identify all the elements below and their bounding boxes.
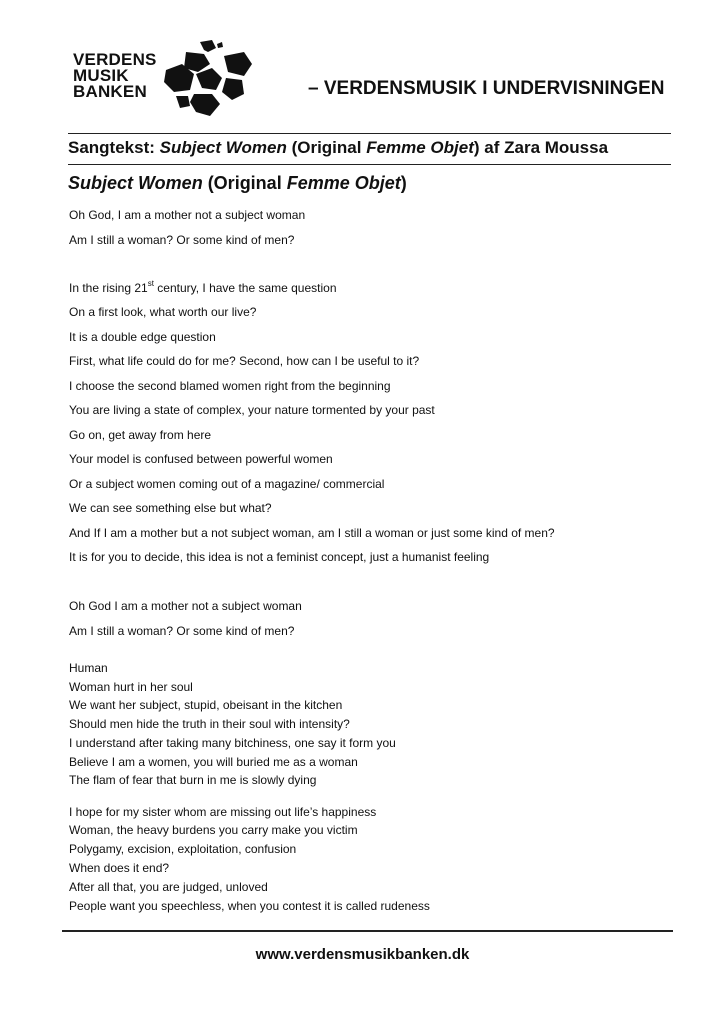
logo-wordmark <box>73 52 173 100</box>
lyric-line: Or a subject women coming out of a magazine/ commercial <box>69 477 385 491</box>
heading-divider <box>68 164 671 165</box>
song-title-close: ) <box>400 173 407 193</box>
song-title-original: Femme Objet <box>286 173 401 193</box>
logo-line-3: BANKEN <box>73 82 147 101</box>
header-title: – VERDENSMUSIK I UNDERVISNINGEN <box>308 78 665 99</box>
logo-line-2: MUSIK <box>73 66 129 85</box>
lyric-line: Should men hide the truth in their soul with intensity? <box>69 717 350 731</box>
lyric-text: In the rising 21 <box>69 281 148 295</box>
lyric-line: I choose the second blamed women right from the beginning <box>69 379 391 393</box>
heading-original-title: Femme Objet <box>366 138 474 157</box>
ordinal-superscript: st <box>147 279 154 288</box>
heading-song-title: Subject Women <box>159 138 287 157</box>
lyric-line: Polygamy, excision, exploitation, confusion <box>69 842 297 856</box>
footer-divider <box>62 930 673 932</box>
heading-suffix: ) af Zara Moussa <box>473 138 609 157</box>
lyric-line: People want you speechless, when you contest it is called rudeness <box>69 899 430 913</box>
lyric-line: Oh God I am a mother not a subject woman <box>69 599 302 613</box>
lyric-line: You are living a state of complex, your nature tormented by your past <box>69 403 435 417</box>
song-title <box>68 173 407 194</box>
top-divider <box>68 133 671 134</box>
logo-line-1: VERDENS <box>73 50 157 69</box>
lyric-line: Your model is confused between powerful women <box>69 452 333 466</box>
heading-middle: (Original <box>286 138 367 157</box>
lyric-line <box>69 280 337 296</box>
lyric-line: Am I still a woman? Or some kind of men? <box>69 624 295 638</box>
song-title-italic: Subject Women <box>68 173 203 193</box>
lyric-line: The flam of fear that burn in me is slowly dying <box>69 773 317 787</box>
lyric-line: I hope for my sister whom are missing out life’s happiness <box>69 805 377 819</box>
lyric-text: century, I have the same question <box>153 281 337 295</box>
lyric-line: I understand after taking many bitchiness, one say it form you <box>69 736 396 750</box>
lyric-line: We can see something else but what? <box>69 501 272 515</box>
document-heading <box>68 138 608 158</box>
lyric-line: Am I still a woman? Or some kind of men? <box>69 233 295 247</box>
logo-mark-icon <box>160 38 255 118</box>
lyric-line: Believe I am a women, you will buried me as a woman <box>69 755 358 769</box>
lyric-line: After all that, you are judged, unloved <box>69 880 268 894</box>
lyric-line: When does it end? <box>69 861 170 875</box>
lyric-line: It is a double edge question <box>69 330 216 344</box>
lyric-line: Woman, the heavy burdens you carry make you victim <box>69 823 358 837</box>
lyric-line: First, what life could do for me? Second, how can I be useful to it? <box>69 354 420 368</box>
lyric-line: Oh God, I am a mother not a subject woman <box>69 208 306 222</box>
lyric-line: Human <box>69 661 108 675</box>
heading-prefix: Sangtekst: <box>68 138 160 157</box>
lyric-line: It is for you to decide, this idea is not a feminist concept, just a humanist feeling <box>69 550 490 564</box>
song-title-middle: (Original <box>202 173 287 193</box>
lyric-line: On a first look, what worth our live? <box>69 305 257 319</box>
lyric-line: Woman hurt in her soul <box>69 680 193 694</box>
lyric-line: Go on, get away from here <box>69 428 212 442</box>
lyric-line: And If I am a mother but a not subject woman, am I still a woman or just some kind of men? <box>69 526 555 540</box>
lyric-line: We want her subject, stupid, obeisant in the kitchen <box>69 698 343 712</box>
footer-website-link[interactable]: www.verdensmusikbanken.dk <box>255 946 470 963</box>
